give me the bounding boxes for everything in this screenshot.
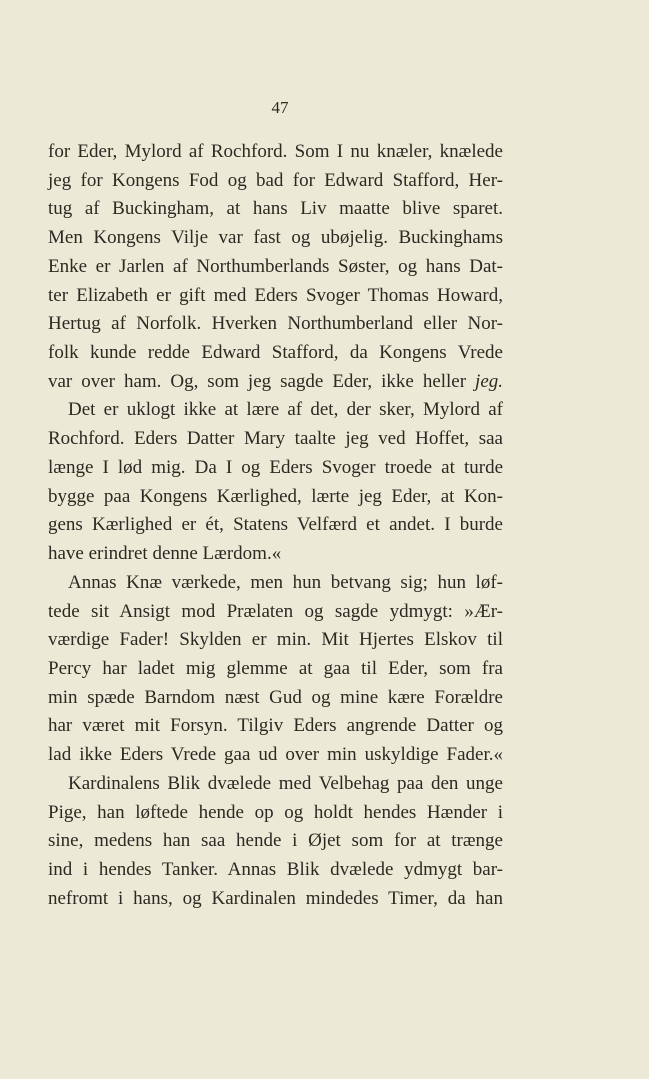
text-line-content: Men Kongens Vilje var fast og ubøjelig. Buckinghams [48, 227, 503, 249]
page-number: 47 [271, 98, 289, 117]
text-line [48, 253, 503, 282]
text-line [48, 885, 503, 914]
text-line [48, 770, 503, 799]
text-line [48, 540, 503, 569]
text-line-content: min spæde Barndom næst Gud og mine kære Forældre [48, 686, 503, 708]
text-line-content: lad ikke Eders Vrede gaa ud over min uskyldige Fader.« [48, 744, 503, 766]
text-line [48, 511, 503, 540]
text-line [48, 138, 503, 167]
text-line [48, 195, 503, 224]
text-line [48, 310, 503, 339]
text-line-content: folk kunde redde Edward Stafford, da Kongens Vrede [48, 342, 503, 364]
text-line [48, 224, 503, 253]
text-line [48, 827, 503, 856]
text-line [48, 799, 503, 828]
text-line-content: ind i hendes Tanker. Annas Blik dvælede ydmygt bar- [48, 858, 503, 880]
text-line [48, 339, 503, 368]
text-line-content: Rochford. Eders Datter Mary taalte jeg ved Hoffet, saa [48, 428, 503, 450]
text-line-content: Percy har ladet mig glemme at gaa til Eder, som fra [48, 657, 503, 679]
text-line [48, 684, 503, 713]
text-line-content: var over ham. Og, som jeg sagde Eder, ikke heller [48, 370, 467, 392]
text-line-content: Annas Knæ værkede, men hun betvang sig; hun løf- [68, 571, 503, 593]
text-line [48, 626, 503, 655]
text-line-content: værdige Fader! Skylden er min. Mit Hjertes Elskov til [48, 629, 503, 651]
text-line-content: bygge paa Kongens Kærlighed, lærte jeg Eder, at Kon- [48, 485, 503, 507]
body-text [48, 138, 503, 913]
text-line [48, 856, 503, 885]
text-line [48, 598, 503, 627]
text-line [48, 569, 503, 598]
text-line-content: sine, medens han saa hende i Øjet som for at trænge [48, 830, 503, 852]
text-line [48, 396, 503, 425]
text-line [48, 368, 503, 397]
text-line-content: Hertug af Norfolk. Hverken Northumberland eller Nor- [48, 313, 503, 335]
text-line [48, 741, 503, 770]
text-line-content: ter Elizabeth er gift med Eders Svoger Thomas Howard, [48, 284, 503, 306]
text-line-content: nefromt i hans, og Kardinalen mindedes Timer, da han [48, 887, 503, 909]
text-line-content: har været mit Forsyn. Tilgiv Eders angrende Datter og [48, 715, 503, 737]
text-line-content: for Eder, Mylord af Rochford. Som I nu knæler, knælede [48, 141, 503, 162]
text-line-content: Enke er Jarlen af Northumberlands Søster, og hans Dat- [48, 255, 503, 277]
text-line-content: jeg for Kongens Fod og bad for Edward Stafford, Her- [48, 169, 503, 191]
text-line-content: Pige, han løftede hende op og holdt hendes Hænder i [48, 801, 503, 823]
text-line [48, 655, 503, 684]
text-line [48, 483, 503, 512]
text-line-content: Det er uklogt ikke at lære af det, der sker, Mylord af [68, 399, 503, 421]
text-line-content: længe I lød mig. Da I og Eders Svoger troede at turde [48, 456, 503, 478]
text-line-content: tede sit Ansigt mod Prælaten og sagde ydmygt: »Ær- [48, 600, 503, 622]
text-line-content: tug af Buckingham, at hans Liv maatte blive sparet. [48, 198, 503, 220]
text-line [48, 425, 503, 454]
text-line [48, 167, 503, 196]
italic-word: jeg. [475, 370, 504, 392]
text-line [48, 282, 503, 311]
text-line [48, 454, 503, 483]
text-line-content: gens Kærlighed er ét, Statens Velfærd et andet. I burde [48, 514, 503, 536]
text-line-content: have erindret denne Lærdom.« [48, 543, 282, 565]
text-line-content: Kardinalens Blik dvælede med Velbehag paa den unge [68, 772, 503, 794]
text-line [48, 712, 503, 741]
